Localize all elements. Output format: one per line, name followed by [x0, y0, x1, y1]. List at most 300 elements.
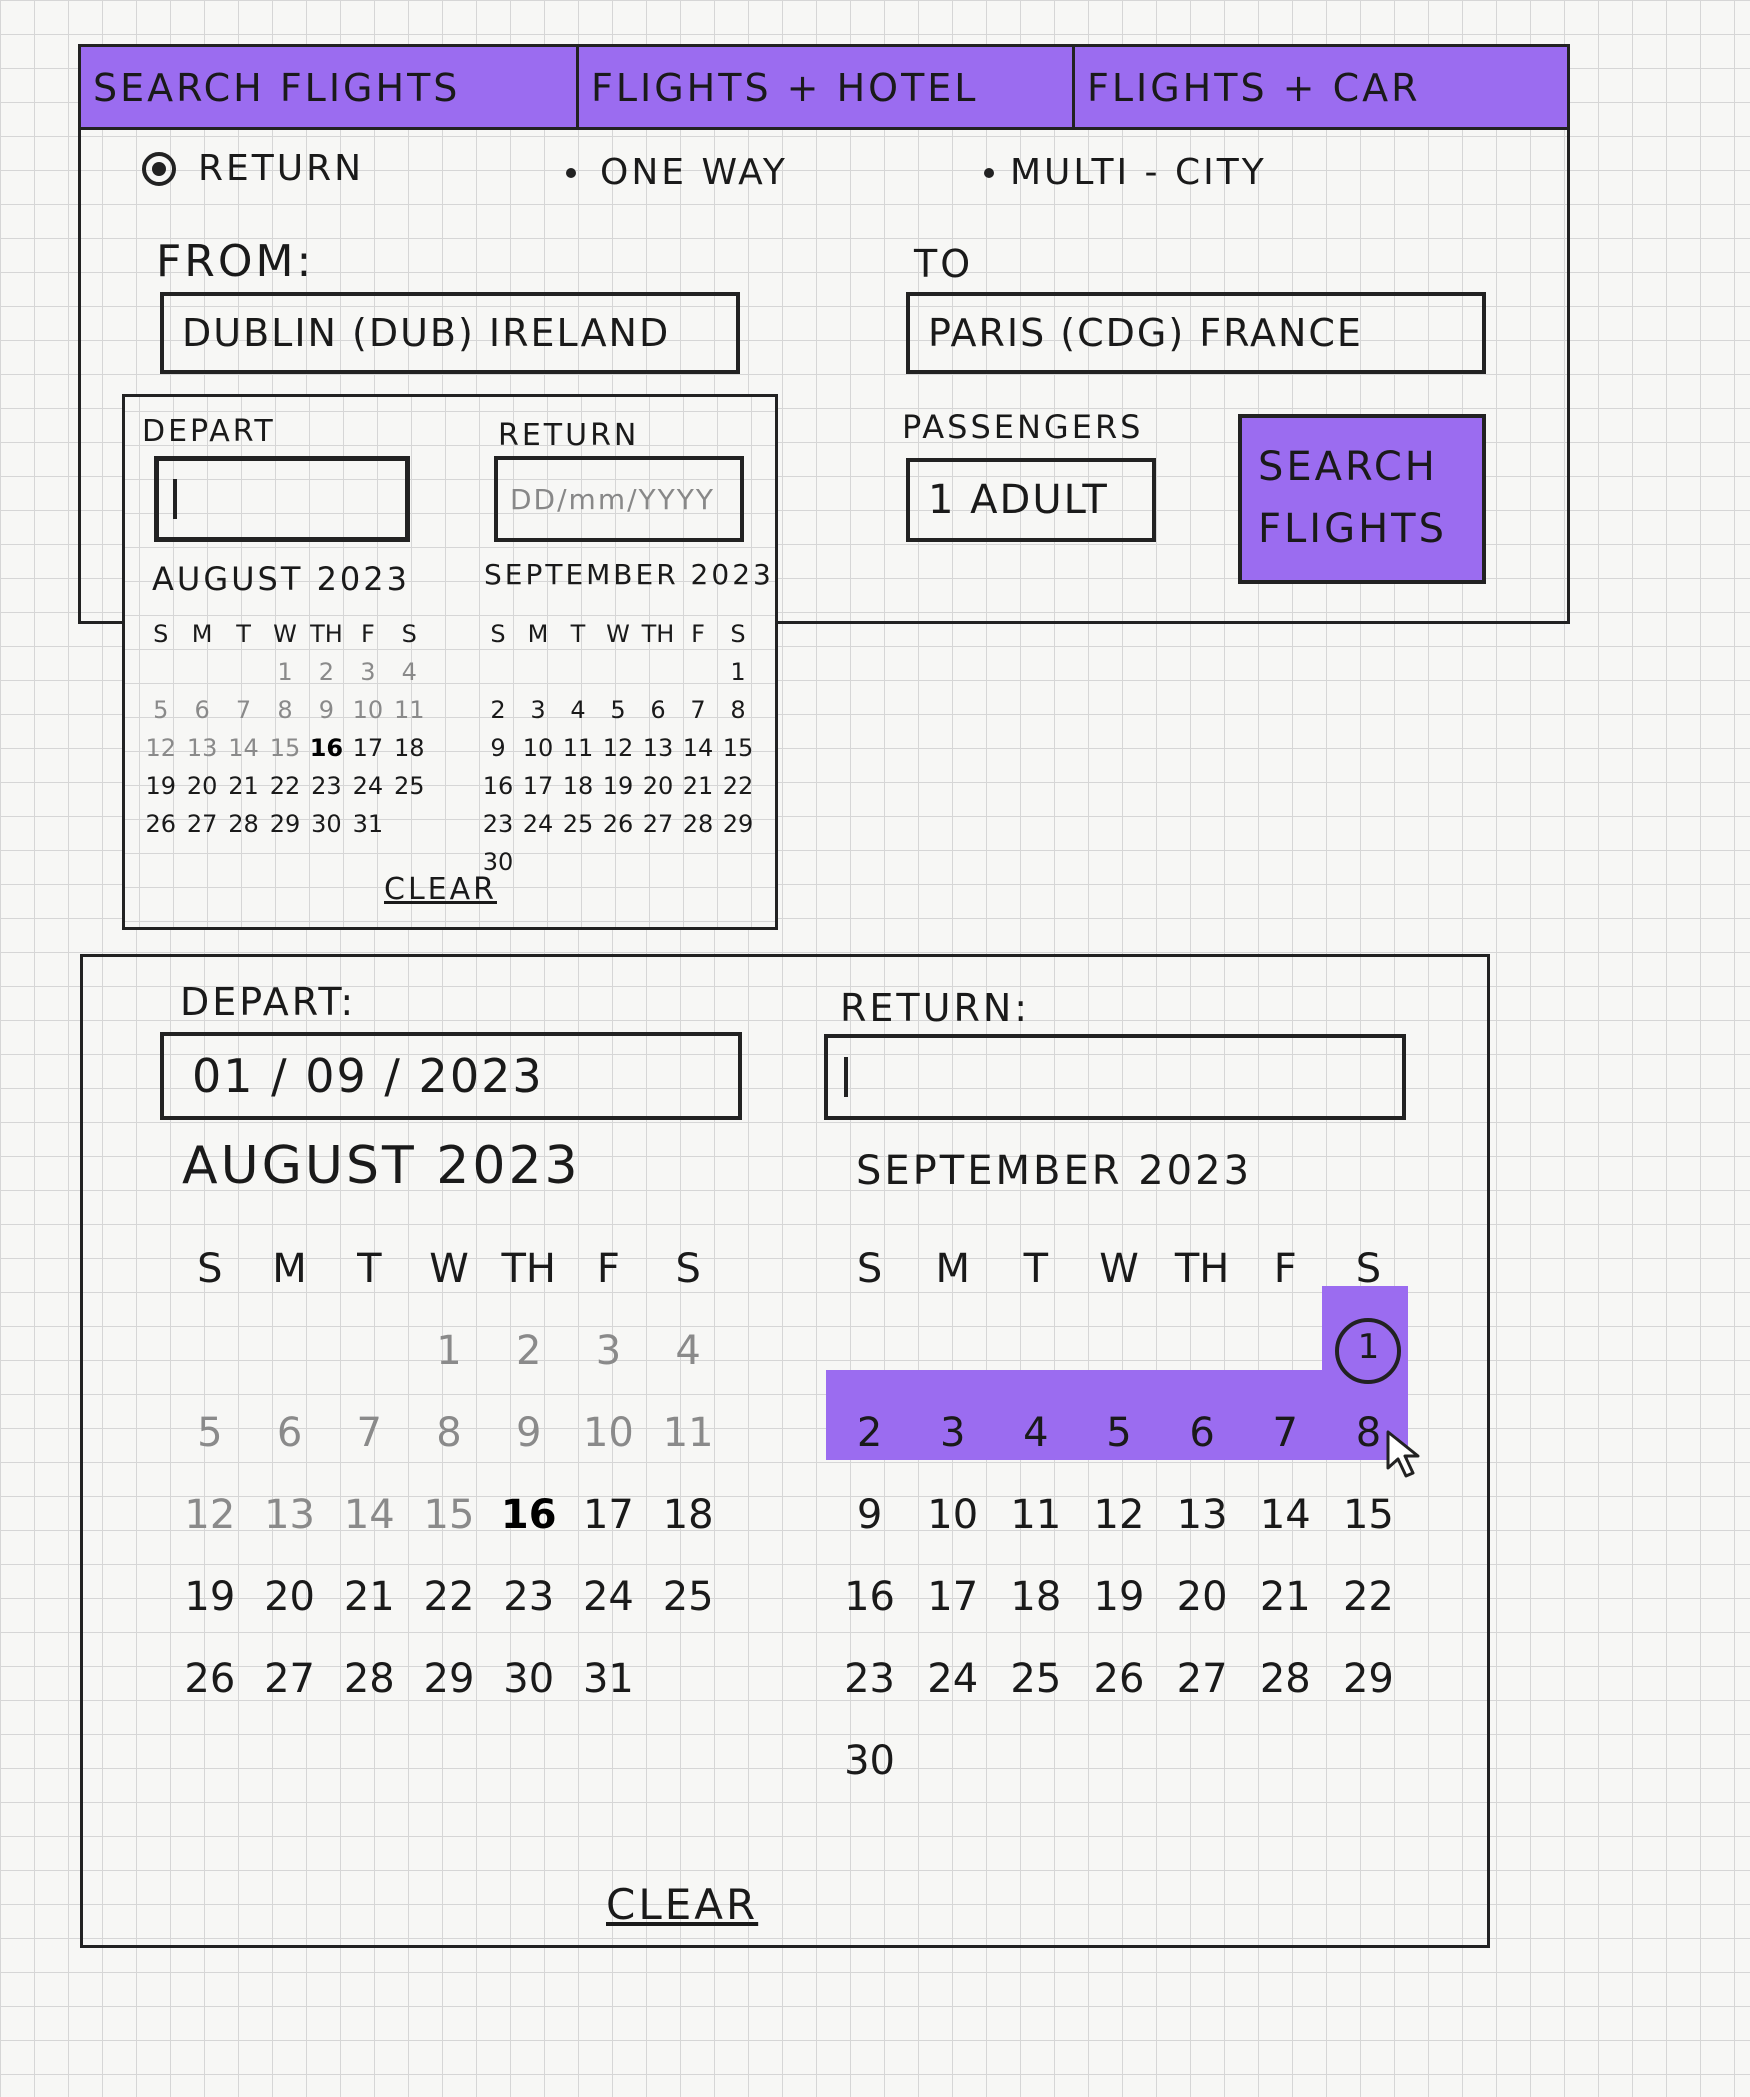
day-cell-30[interactable]: [828, 1720, 911, 1802]
day-number: 14: [343, 1492, 395, 1538]
day-cell-4[interactable]: [994, 1392, 1077, 1474]
day-number: 28: [343, 1656, 395, 1702]
day-cell-10[interactable]: [518, 734, 558, 772]
day-number: 21: [343, 1574, 395, 1620]
day-cell-16[interactable]: [828, 1556, 911, 1638]
day-cell-12: [170, 1474, 250, 1556]
day-cell-5: [170, 1392, 250, 1474]
day-number: 3: [530, 696, 546, 724]
empty-day-cell: [911, 1310, 994, 1392]
day-cell-26[interactable]: [140, 810, 181, 848]
day-number: 5: [1106, 1410, 1132, 1456]
weekday-header: M: [272, 1246, 307, 1292]
day-cell-21[interactable]: [223, 772, 264, 810]
day-cell-18[interactable]: [389, 734, 430, 772]
weekday-header: T: [357, 1246, 382, 1292]
day-cell-25[interactable]: [389, 772, 430, 810]
day-number: 16: [500, 1492, 557, 1538]
day-number: 5: [153, 696, 169, 724]
day-number: 27: [642, 810, 674, 838]
day-cell-17[interactable]: [911, 1556, 994, 1638]
day-cell-10: [347, 696, 388, 734]
day-number: 25: [1010, 1656, 1062, 1702]
day-number: 12: [184, 1492, 236, 1538]
day-number: 18: [1010, 1574, 1062, 1620]
day-cell-3: [569, 1310, 649, 1392]
empty-day-cell: [558, 658, 598, 696]
day-number: 1: [730, 658, 746, 686]
weekday-header: T: [1023, 1246, 1049, 1292]
day-number: 2: [856, 1410, 883, 1456]
large-august-grid: [170, 1228, 728, 1720]
day-cell-22[interactable]: [264, 772, 305, 810]
day-cell-10[interactable]: [911, 1474, 994, 1556]
day-number: 19: [602, 772, 634, 800]
day-cell-11[interactable]: [558, 734, 598, 772]
day-number: 10: [582, 1410, 634, 1456]
day-number: 29: [269, 810, 301, 838]
to-value: PARIS (CDG) FRANCE: [928, 311, 1363, 355]
day-number: 9: [490, 734, 506, 762]
passengers-field[interactable]: [906, 458, 1156, 542]
day-cell-9: [489, 1392, 569, 1474]
weekday-header: S: [490, 620, 506, 648]
day-cell-16[interactable]: [306, 734, 347, 772]
day-cell-20[interactable]: [1161, 1556, 1244, 1638]
large-depart-value: 01 / 09 / 2023: [192, 1049, 544, 1103]
day-number: 26: [602, 810, 634, 838]
day-number: 30: [311, 810, 342, 838]
day-cell-6: [250, 1392, 330, 1474]
empty-day-cell: [994, 1310, 1077, 1392]
day-number: 24: [927, 1656, 979, 1702]
day-number: 22: [722, 772, 754, 800]
day-cell-2: [489, 1310, 569, 1392]
day-number: 19: [184, 1574, 236, 1620]
day-number: 10: [927, 1492, 979, 1538]
day-cell-31[interactable]: [569, 1638, 649, 1720]
empty-day-cell: [828, 1310, 911, 1392]
day-number: 31: [582, 1656, 634, 1702]
day-cell-12[interactable]: [1077, 1474, 1160, 1556]
day-cell-23[interactable]: [828, 1638, 911, 1720]
empty-day-cell: [1244, 1310, 1327, 1392]
day-number: 7: [1272, 1410, 1298, 1456]
tab-search-flights[interactable]: SEARCH FLIGHTS: [81, 47, 579, 127]
day-cell-28[interactable]: [1244, 1638, 1327, 1720]
day-number: 16: [309, 734, 344, 762]
day-number: 19: [1093, 1574, 1145, 1620]
weekday-header: F: [360, 620, 375, 648]
day-number: 9: [318, 696, 335, 724]
small-clear-link[interactable]: CLEAR: [384, 872, 497, 907]
day-number: 7: [235, 696, 252, 724]
day-number: 22: [1342, 1574, 1394, 1620]
day-number: 24: [352, 772, 384, 800]
day-cell-6: [181, 696, 222, 734]
day-cell-28[interactable]: [678, 810, 718, 848]
day-number: 13: [186, 734, 218, 762]
empty-day-cell: [140, 658, 181, 696]
day-number: 6: [1189, 1410, 1215, 1456]
day-number: 4: [1023, 1410, 1049, 1456]
day-cell-27[interactable]: [181, 810, 222, 848]
large-depart-label: DEPART:: [180, 980, 357, 1024]
day-number: 1: [277, 658, 293, 686]
day-cell-26[interactable]: [1077, 1638, 1160, 1720]
day-cell-14: [329, 1474, 409, 1556]
day-number: 29: [423, 1656, 475, 1702]
day-cell-27[interactable]: [638, 810, 678, 848]
day-number: 23: [482, 810, 514, 838]
day-cell-19[interactable]: [1077, 1556, 1160, 1638]
day-number: 26: [184, 1656, 236, 1702]
day-cell-6[interactable]: [1161, 1392, 1244, 1474]
weekday-header: M: [935, 1246, 970, 1292]
day-number: 4: [675, 1328, 701, 1374]
day-number: 31: [352, 810, 384, 838]
search-button-line1: SEARCH: [1258, 444, 1438, 490]
day-cell-24[interactable]: [911, 1638, 994, 1720]
day-cell-27[interactable]: [1161, 1638, 1244, 1720]
empty-day-cell: [250, 1310, 330, 1392]
small-august-grid: [140, 620, 430, 848]
day-cell-14: [223, 734, 264, 772]
empty-day-cell: [181, 658, 222, 696]
day-cell-17[interactable]: [569, 1474, 649, 1556]
day-number: 5: [610, 696, 626, 724]
day-cell-30[interactable]: [489, 1638, 569, 1720]
empty-day-cell: [329, 1310, 409, 1392]
weekday-header: M: [527, 620, 549, 648]
weekday-header: T: [236, 620, 251, 648]
to-field[interactable]: [906, 292, 1486, 374]
day-number: 24: [522, 810, 554, 838]
day-cell-10: [569, 1392, 649, 1474]
day-cell-25[interactable]: [648, 1556, 728, 1638]
radio-return[interactable]: [142, 148, 364, 189]
day-number: 11: [1010, 1492, 1062, 1538]
day-cell-3[interactable]: [911, 1392, 994, 1474]
empty-day-cell: [1077, 1310, 1160, 1392]
empty-day-cell: [598, 658, 638, 696]
day-number: 5: [197, 1410, 223, 1456]
day-number: 20: [1176, 1574, 1228, 1620]
day-cell-15[interactable]: [718, 734, 758, 772]
day-number: 29: [1342, 1656, 1394, 1702]
large-clear-link[interactable]: CLEAR: [606, 1880, 759, 1929]
from-field[interactable]: [160, 292, 740, 374]
empty-day-cell: [518, 658, 558, 696]
day-number: 8: [277, 696, 293, 724]
weekday-header: S: [197, 1246, 223, 1292]
day-cell-1[interactable]: [1327, 1310, 1410, 1392]
day-cell-26[interactable]: [598, 810, 638, 848]
day-cell-21[interactable]: [678, 772, 718, 810]
day-cell-5[interactable]: [598, 696, 638, 734]
search-button-line2: FLIGHTS: [1258, 506, 1447, 552]
day-cell-2[interactable]: [478, 696, 518, 734]
day-number: 14: [1259, 1492, 1311, 1538]
day-cell-9[interactable]: [828, 1474, 911, 1556]
day-number: 30: [844, 1738, 896, 1784]
weekday-header: F: [596, 1246, 620, 1292]
day-number: 19: [145, 772, 176, 800]
small-depart-label: DEPART: [142, 414, 276, 449]
large-month-august: AUGUST 2023: [182, 1136, 581, 1196]
day-cell-24[interactable]: [569, 1556, 649, 1638]
day-cell-11: [389, 696, 430, 734]
day-cell-5[interactable]: [1077, 1392, 1160, 1474]
day-number: 22: [423, 1574, 475, 1620]
day-number: 8: [1355, 1410, 1382, 1456]
day-cell-22[interactable]: [1327, 1556, 1410, 1638]
day-number: 10: [352, 696, 384, 724]
day-cell-26[interactable]: [170, 1638, 250, 1720]
day-number: 25: [562, 810, 594, 838]
day-cell-15[interactable]: [1327, 1474, 1410, 1556]
day-cell-28[interactable]: [223, 810, 264, 848]
day-cell-3[interactable]: [518, 696, 558, 734]
small-month-september: SEPTEMBER 2023: [484, 558, 774, 591]
day-number: 3: [595, 1328, 622, 1374]
passengers-value: 1 ADULT: [928, 477, 1109, 523]
day-cell-2[interactable]: [828, 1392, 911, 1474]
day-number: 23: [311, 772, 342, 800]
day-number: 29: [722, 810, 754, 838]
day-cell-18[interactable]: [558, 772, 598, 810]
small-september-grid: [478, 620, 758, 886]
day-cell-21[interactable]: [1244, 1556, 1327, 1638]
radio-one-way-label: ONE WAY: [600, 152, 788, 193]
day-cell-14[interactable]: [678, 734, 718, 772]
day-number: 6: [194, 696, 210, 724]
day-cell-18[interactable]: [648, 1474, 728, 1556]
large-depart-field[interactable]: [160, 1032, 742, 1120]
day-number: 30: [482, 848, 514, 876]
day-cell-22[interactable]: [718, 772, 758, 810]
day-cell-21[interactable]: [329, 1556, 409, 1638]
from-label: FROM:: [156, 236, 315, 287]
day-number: 26: [145, 810, 176, 838]
day-number: 13: [264, 1492, 316, 1538]
search-flights-button[interactable]: [1238, 414, 1486, 584]
day-cell-19[interactable]: [598, 772, 638, 810]
day-number: 17: [582, 1492, 634, 1538]
weekday-header: M: [191, 620, 213, 648]
passengers-label: PASSENGERS: [902, 408, 1144, 446]
day-cell-2: [306, 658, 347, 696]
day-number: 23: [503, 1574, 555, 1620]
day-number: 21: [682, 772, 714, 800]
day-cell-18[interactable]: [994, 1556, 1077, 1638]
day-number: 12: [1093, 1492, 1145, 1538]
weekday-header: W: [606, 620, 630, 648]
weekday-header: TH: [1174, 1246, 1230, 1292]
weekday-header: W: [1099, 1246, 1139, 1292]
day-cell-23[interactable]: [489, 1556, 569, 1638]
day-cell-14[interactable]: [1244, 1474, 1327, 1556]
day-cell-4: [648, 1310, 728, 1392]
radio-unselected-icon: [984, 168, 994, 178]
day-cell-20[interactable]: [250, 1556, 330, 1638]
day-cell-20[interactable]: [638, 772, 678, 810]
day-cell-13: [250, 1474, 330, 1556]
day-number: 30: [503, 1656, 555, 1702]
day-number: 18: [562, 772, 594, 800]
day-cell-12: [140, 734, 181, 772]
day-number: 28: [682, 810, 714, 838]
day-number: 6: [650, 696, 666, 724]
day-cell-30[interactable]: [306, 810, 347, 848]
radio-one-way[interactable]: [566, 152, 788, 193]
day-number: 20: [186, 772, 218, 800]
day-number: 11: [662, 1410, 714, 1456]
day-number: 21: [228, 772, 259, 800]
day-cell-8: [264, 696, 305, 734]
large-september-grid: [828, 1228, 1410, 1802]
day-number: 1: [436, 1328, 462, 1374]
day-cell-1: [264, 658, 305, 696]
day-cell-29[interactable]: [718, 810, 758, 848]
weekday-header: TH: [501, 1246, 556, 1292]
empty-day-cell: [678, 658, 718, 696]
day-number: 18: [394, 734, 425, 762]
weekday-header: S: [1355, 1246, 1382, 1292]
small-return-label: RETURN: [498, 418, 640, 453]
day-cell-17[interactable]: [347, 734, 388, 772]
day-cell-11[interactable]: [994, 1474, 1077, 1556]
day-number: 20: [642, 772, 674, 800]
day-cell-4: [389, 658, 430, 696]
weekday-header: S: [153, 620, 169, 648]
tab-flights-hotel[interactable]: FLIGHTS + HOTEL: [579, 47, 1075, 127]
day-cell-16[interactable]: [478, 772, 518, 810]
day-cell-15: [409, 1474, 489, 1556]
tab-flights-car[interactable]: FLIGHTS + CAR: [1087, 66, 1421, 110]
day-cell-19[interactable]: [170, 1556, 250, 1638]
day-cell-25[interactable]: [994, 1638, 1077, 1720]
weekday-header: F: [1273, 1246, 1297, 1292]
day-cell-24[interactable]: [518, 810, 558, 848]
day-cell-15: [264, 734, 305, 772]
day-cell-16[interactable]: [489, 1474, 569, 1556]
to-label: TO: [914, 242, 974, 286]
day-number: 4: [401, 658, 417, 686]
day-cell-7: [329, 1392, 409, 1474]
day-number: 15: [269, 734, 301, 762]
small-depart-field[interactable]: [154, 456, 410, 542]
day-cell-7[interactable]: [1244, 1392, 1327, 1474]
day-cell-8[interactable]: [718, 696, 758, 734]
day-number: 16: [844, 1574, 896, 1620]
day-number: 12: [602, 734, 634, 762]
day-cell-13[interactable]: [1161, 1474, 1244, 1556]
day-cell-23[interactable]: [478, 810, 518, 848]
day-cell-6[interactable]: [638, 696, 678, 734]
day-cell-24[interactable]: [347, 772, 388, 810]
weekday-header: TH: [641, 620, 675, 648]
day-cell-29[interactable]: [409, 1638, 489, 1720]
day-number: 17: [352, 734, 384, 762]
day-cell-29[interactable]: [1327, 1638, 1410, 1720]
day-number: 22: [269, 772, 301, 800]
day-cell-29[interactable]: [264, 810, 305, 848]
radio-unselected-icon: [566, 168, 576, 178]
weekday-header: T: [570, 620, 586, 648]
day-number: 27: [264, 1656, 316, 1702]
tab-bar: [78, 44, 1570, 130]
day-number: 13: [642, 734, 674, 762]
day-cell-31[interactable]: [347, 810, 388, 848]
day-number: 13: [1176, 1492, 1228, 1538]
day-number: 8: [436, 1410, 462, 1456]
small-month-august: AUGUST 2023: [152, 560, 410, 598]
day-cell-9[interactable]: [478, 734, 518, 772]
text-cursor: [844, 1057, 848, 1098]
day-cell-27[interactable]: [250, 1638, 330, 1720]
day-number: 16: [482, 772, 514, 800]
day-number: 24: [582, 1574, 634, 1620]
weekday-header: W: [429, 1246, 469, 1292]
empty-day-cell: [170, 1310, 250, 1392]
weekday-header: W: [273, 620, 297, 648]
large-return-field[interactable]: [824, 1034, 1406, 1120]
day-cell-7: [223, 696, 264, 734]
day-number: 23: [844, 1656, 896, 1702]
radio-selected-icon: [142, 152, 176, 186]
day-number: 25: [394, 772, 425, 800]
day-number: 21: [1259, 1574, 1311, 1620]
day-cell-7[interactable]: [678, 696, 718, 734]
day-number: 2: [318, 658, 335, 686]
day-cell-17[interactable]: [518, 772, 558, 810]
day-number: 9: [856, 1492, 883, 1538]
day-cell-9: [306, 696, 347, 734]
day-cell-19[interactable]: [140, 772, 181, 810]
day-cell-12[interactable]: [598, 734, 638, 772]
day-number: 11: [562, 734, 594, 762]
day-number: 3: [939, 1410, 966, 1456]
day-number: 18: [662, 1492, 714, 1538]
from-value: DUBLIN (DUB) IRELAND: [182, 311, 671, 355]
day-number: 1: [1335, 1318, 1401, 1384]
day-cell-20[interactable]: [181, 772, 222, 810]
day-cell-22[interactable]: [409, 1556, 489, 1638]
day-number: 10: [522, 734, 554, 762]
day-number: 26: [1093, 1656, 1145, 1702]
day-cell-25[interactable]: [558, 810, 598, 848]
radio-return-label: RETURN: [198, 148, 365, 189]
empty-day-cell: [478, 658, 518, 696]
day-number: 7: [690, 696, 706, 724]
radio-multi-city[interactable]: [984, 152, 1267, 193]
small-return-field[interactable]: [494, 456, 744, 542]
day-cell-13[interactable]: [638, 734, 678, 772]
day-number: 6: [276, 1410, 303, 1456]
day-cell-4[interactable]: [558, 696, 598, 734]
radio-multi-city-label: MULTI - CITY: [1010, 152, 1267, 193]
weekday-header: S: [856, 1246, 883, 1292]
text-cursor: [173, 479, 177, 519]
day-cell-28[interactable]: [329, 1638, 409, 1720]
weekday-header: S: [675, 1246, 701, 1292]
day-number: 27: [1176, 1656, 1228, 1702]
empty-day-cell: [223, 658, 264, 696]
day-cell-23[interactable]: [306, 772, 347, 810]
day-number: 4: [570, 696, 586, 724]
day-cell-1[interactable]: [718, 658, 758, 696]
